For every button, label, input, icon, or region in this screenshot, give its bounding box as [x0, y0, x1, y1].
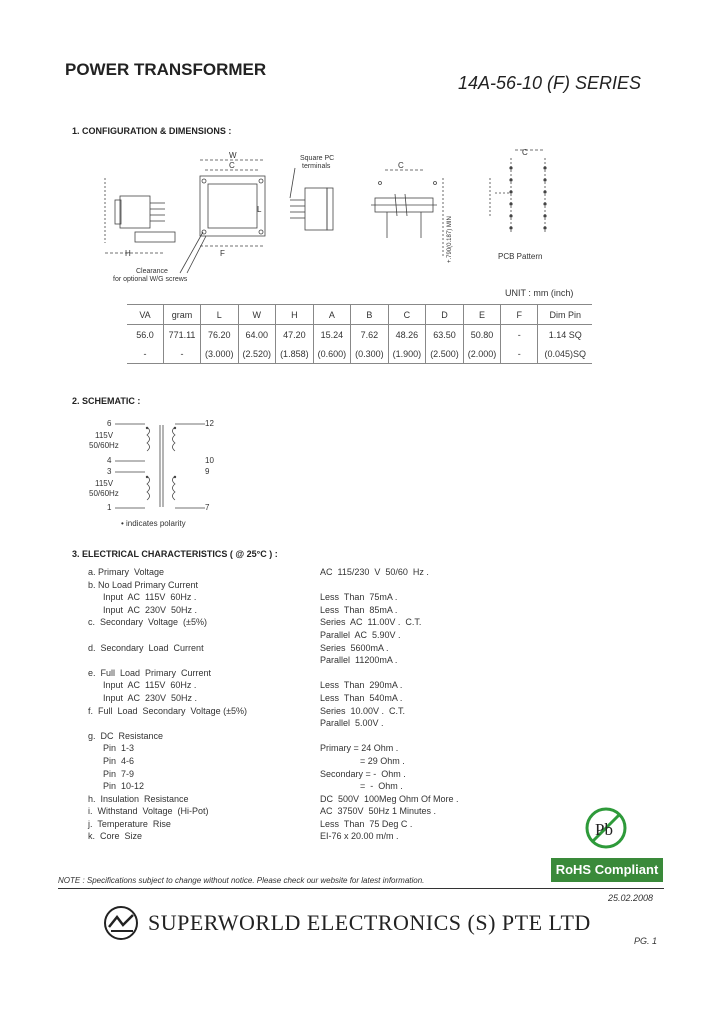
table-header-cell: A — [313, 305, 351, 325]
dimension-drawings — [95, 148, 565, 288]
unit-label: UNIT : mm (inch) — [505, 288, 574, 298]
table-cell: 76.20 — [201, 325, 239, 345]
table-cell: (3.000) — [201, 344, 239, 364]
param-label: j. Temperature Rise — [88, 818, 171, 829]
param-value: Parallel AC 5.90V . — [320, 629, 401, 640]
table-cell: (0.045)SQ — [538, 344, 593, 364]
series-name: 14A-56-10 (F) SERIES — [458, 73, 642, 93]
param-label: Input AC 115V 60Hz . — [88, 680, 197, 691]
table-row — [127, 344, 592, 364]
label-clearance: Clearance — [136, 268, 168, 275]
table-row — [127, 325, 592, 345]
table-cell: - — [501, 344, 538, 364]
table-cell: 771.11 — [164, 325, 201, 345]
rohs-badge: RoHS Compliant — [551, 858, 663, 882]
table-header-cell: VA — [127, 305, 164, 325]
primary1-frequency: 50/60Hz — [89, 441, 119, 450]
label-pin-dia: +.790(0.187) MIN — [447, 216, 453, 263]
param-value: Series AC 11.00V . C.T. — [320, 617, 422, 628]
table-header-cell: D — [426, 305, 464, 325]
table-cell: 1.14 SQ — [538, 325, 593, 345]
param-label: i. Withstand Voltage (Hi-Pot) — [88, 806, 209, 817]
param-value: = - Ohm . — [320, 781, 403, 792]
table-header-cell: L — [201, 305, 239, 325]
table-header-cell: C — [388, 305, 426, 325]
electrical-parameters — [88, 566, 308, 843]
primary1-voltage: 115V — [95, 431, 114, 440]
primary2-frequency: 50/60Hz — [89, 489, 119, 498]
param-value — [320, 667, 550, 680]
pb-text: Pb — [595, 820, 613, 839]
param-label: f. Full Load Secondary Voltage (±5%) — [88, 705, 248, 716]
param-value: Primary = 24 Ohm . — [320, 743, 399, 754]
param-value: AC 3750V 50Hz 1 Minutes . — [320, 806, 437, 817]
param-label: g. DC Resistance — [88, 730, 164, 741]
table-cell: 7.62 — [351, 325, 389, 345]
polarity-note: • indicates polarity — [121, 519, 186, 528]
table-header-cell: B — [351, 305, 389, 325]
param-label: d. Secondary Load Current — [88, 642, 204, 653]
param-value: AC 115/230 V 50/60 Hz . — [320, 567, 429, 577]
param-label: k. Core Size — [88, 831, 143, 842]
param-label: c. Secondary Voltage (±5%) — [88, 617, 207, 628]
section-configuration-heading: 1. CONFIGURATION & DIMENSIONS : — [72, 126, 232, 136]
table-cell: - — [501, 325, 538, 345]
pin-7-label: 7 — [205, 503, 210, 512]
param-label: Pin 1-3 — [88, 743, 135, 754]
table-cell: - — [127, 344, 164, 364]
pin-1-label: 1 — [107, 503, 112, 512]
param-label: b. No Load Primary Current — [88, 579, 199, 590]
table-header-row — [127, 305, 592, 325]
param-value: Less Than 540mA . — [320, 692, 403, 703]
table-cell: 48.26 — [388, 325, 426, 345]
lead-free-icon — [584, 806, 628, 850]
table-header-cell: F — [501, 305, 538, 325]
param-label: Input AC 115V 60Hz . — [88, 592, 197, 603]
table-cell: 56.0 — [136, 329, 154, 340]
param-value: Less Than 75 Deg C . — [320, 818, 413, 829]
table-cell: 15.24 — [313, 325, 351, 345]
param-value: Parallel 5.00V . — [320, 718, 384, 729]
param-label — [88, 629, 308, 642]
pin-10-label: 10 — [205, 456, 214, 465]
label-square-pc: Square PC — [300, 155, 335, 162]
table-header-cell: W — [238, 305, 276, 325]
label-for-screws: for optional W/G screws — [113, 276, 188, 283]
table-header-cell: Dim Pin — [538, 305, 593, 325]
param-label: h. Insulation Resistance — [88, 793, 189, 804]
section-schematic-heading: 2. SCHEMATIC : — [72, 396, 141, 406]
param-value: = 29 Ohm . — [320, 755, 405, 766]
param-value: Less Than 290mA . — [320, 680, 403, 691]
pin-12-label: 12 — [205, 419, 214, 428]
param-label: Input AC 230V 50Hz . — [88, 604, 198, 615]
table-cell: (2.000) — [463, 344, 501, 364]
param-value: DC 500V 100Meg Ohm Of More . — [320, 793, 459, 804]
table-header-cell: E — [463, 305, 501, 325]
dimension-table — [127, 304, 592, 364]
param-value: Parallel 11200mA . — [320, 655, 398, 666]
page-number: PG. 1 — [634, 936, 658, 946]
table-cell: 64.00 — [238, 325, 276, 345]
table-cell: (1.858) — [276, 344, 314, 364]
label-c-pcb: C — [522, 148, 528, 157]
schematic-diagram — [85, 415, 225, 530]
table-header-cell: gram — [164, 305, 201, 325]
pin-3-label: 3 — [107, 467, 112, 476]
param-value: Less Than 85mA . — [320, 604, 398, 615]
document-title: POWER TRANSFORMER — [65, 60, 267, 79]
table-cell: 50.80 — [463, 325, 501, 345]
param-value: Secondary = - Ohm . — [320, 768, 406, 779]
company-logo-icon — [103, 905, 139, 941]
table-cell: 47.20 — [276, 325, 314, 345]
label-terminals: terminals — [302, 163, 331, 170]
label-h: H — [125, 249, 131, 258]
section-electrical-heading: 3. ELECTRICAL CHARACTERISTICS ( @ 25°C ) : — [72, 549, 278, 559]
label-c-bottom: C — [398, 161, 404, 170]
param-label: a. Primary Voltage — [88, 567, 165, 577]
label-pcb-pattern: PCB Pattern — [498, 252, 543, 261]
param-label: Pin 10-12 — [88, 781, 145, 792]
pin-6-label: 6 — [107, 419, 112, 428]
param-label: e. Full Load Primary Current — [88, 667, 212, 678]
param-value: Series 5600mA . — [320, 642, 389, 653]
table-header-cell: H — [276, 305, 314, 325]
param-value: Less Than 75mA . — [320, 592, 398, 603]
param-label: Pin 7-9 — [88, 768, 135, 779]
table-cell: (0.600) — [313, 344, 351, 364]
label-w: W — [229, 151, 237, 160]
table-cell: (2.520) — [238, 344, 276, 364]
table-cell: (1.900) — [388, 344, 426, 364]
electrical-values — [320, 566, 550, 843]
param-label — [88, 654, 308, 667]
company-name: SUPERWORLD ELECTRONICS (S) PTE LTD — [148, 910, 591, 935]
primary2-voltage: 115V — [95, 479, 114, 488]
param-label: Input AC 230V 50Hz . — [88, 692, 198, 703]
table-cell: - — [164, 344, 201, 364]
param-value — [320, 579, 550, 592]
label-l: L — [257, 205, 262, 214]
footer-divider — [58, 888, 664, 889]
param-value: Series 10.00V . C.T. — [320, 705, 406, 716]
table-cell: (0.300) — [351, 344, 389, 364]
pin-9-label: 9 — [205, 467, 210, 476]
pin-4-label: 4 — [107, 456, 112, 465]
table-cell: 63.50 — [426, 325, 464, 345]
param-label: Pin 4-6 — [88, 755, 135, 766]
table-cell: (2.500) — [426, 344, 464, 364]
label-f: F — [220, 249, 225, 258]
footer-note: NOTE : Specifications subject to change without notice. Please check our website for latest information. — [58, 876, 425, 885]
param-value: EI-76 x 20.00 m/m . — [320, 831, 399, 842]
label-c: C — [229, 161, 235, 170]
param-label — [88, 717, 308, 730]
document-date: 25.02.2008 — [608, 893, 654, 903]
param-value — [320, 730, 550, 743]
